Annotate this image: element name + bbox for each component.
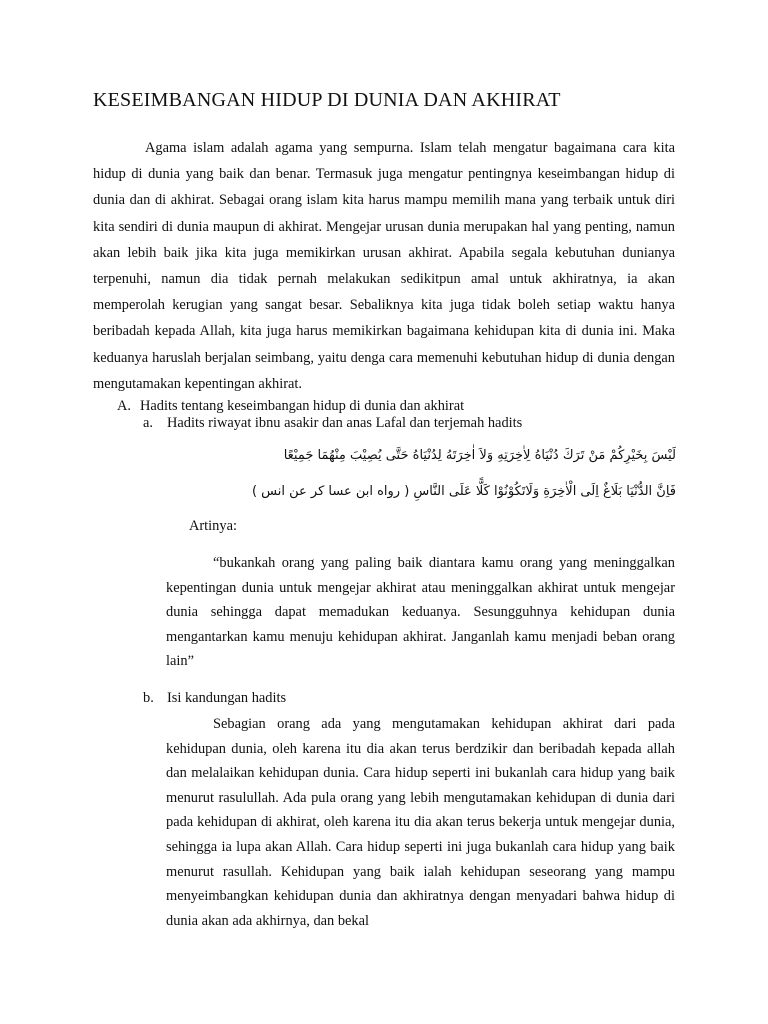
artinya-label: Artinya: <box>189 518 237 534</box>
section-a-marker: A. <box>117 398 131 414</box>
sub-a-heading-text: Hadits riwayat ibnu asakir dan anas Lafal dan terjemah hadits <box>167 415 523 431</box>
document-title: KESEIMBANGAN HIDUP DI DUNIA DAN AKHIRAT <box>93 89 561 111</box>
sub-a-marker: a. <box>143 415 153 431</box>
hadith-arabic-line-1: لَيْسَ بِخَيْرِكُمْ مَنْ تَرَكَ دُنْيَاهُ لِاٰخِرَتِهِ وَلاَ اٰخِرَتَهُ لِدُنْيَاهُ حَتَّى يُصِيْبَ مِنْهُمَا جَمِيْعًا <box>283 448 676 463</box>
sub-b-marker: b. <box>143 690 154 706</box>
sub-b-heading <box>143 690 286 707</box>
section-a-heading <box>117 398 464 415</box>
hadith-translation: “bukankah orang yang paling baik diantara kamu orang yang meninggalkan kepentingan dunia untuk mengejar akhirat atau meninggalkan akhirat untuk mengejar dunia sehingga dapat memadukan keduanya. Sesungguhnya kehidupan dunia mengantarkan kamu menuju kehidupan akhirat. Janganlah kamu menjadi beban orang lain” <box>166 555 675 670</box>
intro-paragraph: Agama islam adalah agama yang sempurna. Islam telah mengatur bagaimana cara kita hidup di dunia yang baik dan benar. Termasuk juga mengatur pentingnya keseimbangan hidup di dunia dan di akhirat. Sebagai orang islam kita harus mampu memilih mana yang terbaik untuk diri kita sendiri di dunia maupun di akhirat. Mengejar urusan dunia merupakan hal yang penting, namun akan lebih baik jika kita juga memikirkan urusan akhirat. Apabila segala kebutuhan dunianya terpenuhi, namun dia tidak pernah melakukan sedikitpun amal untuk akhiratnya, ia akan memperolah kerugian yang sangat besar. Sebaliknya kita juga tidak boleh setiap waktu hanya beribadah kepada Allah, kita juga harus memikirkan bagaimana kehidupan kita di dunia ini. Maka keduanya haruslah berjalan seimbang, yaitu denga cara memenuhi kebutuhan hidup di dunia dengan mengutamakan kepentingan akhirat. <box>93 140 675 392</box>
sub-a-heading <box>143 415 522 432</box>
hadith-arabic-line-2: فَاِنَّ الدُّنْيَا بَلَاغٌ اِلَى الْاٰخِرَةِ وَلَاتَكُوْنُوْا كَلًّا عَلَى النَّاسِ ( رواه ابن عسا كر عن انس ) <box>251 484 676 499</box>
sub-b-paragraph: Sebagian orang ada yang mengutamakan kehidupan akhirat dari pada kehidupan dunia, oleh karena itu dia akan terus berdzikir dan beribadah kepada allah dan melalaikan kehidupan dunia. Cara hidup seperti ini bukanlah cara hidup yang baik menurut rasulullah. Ada pula orang yang lebih mengutamakan kehidupan di dunia dari pada kehidupan di akhirat, oleh karena itu dia akan terus bekerja untuk mengejar dunia, sehingga ia lupa akan Allah. Cara hidup seperti ini juga bukanlah cara hidup yang baik menurut rasullah. Kehidupan yang baik ialah kehidupan seseorang yang mampu menyeimbangkan kehidupan dunia dan akhiratnya dengan menyadari bahwa hidup di dunia akan ada akhirnya, dan bekal <box>166 716 675 929</box>
sub-b-heading-text: Isi kandungan hadits <box>167 690 287 706</box>
section-a-heading-text: Hadits tentang keseimbangan hidup di dunia dan akhirat <box>140 398 465 414</box>
